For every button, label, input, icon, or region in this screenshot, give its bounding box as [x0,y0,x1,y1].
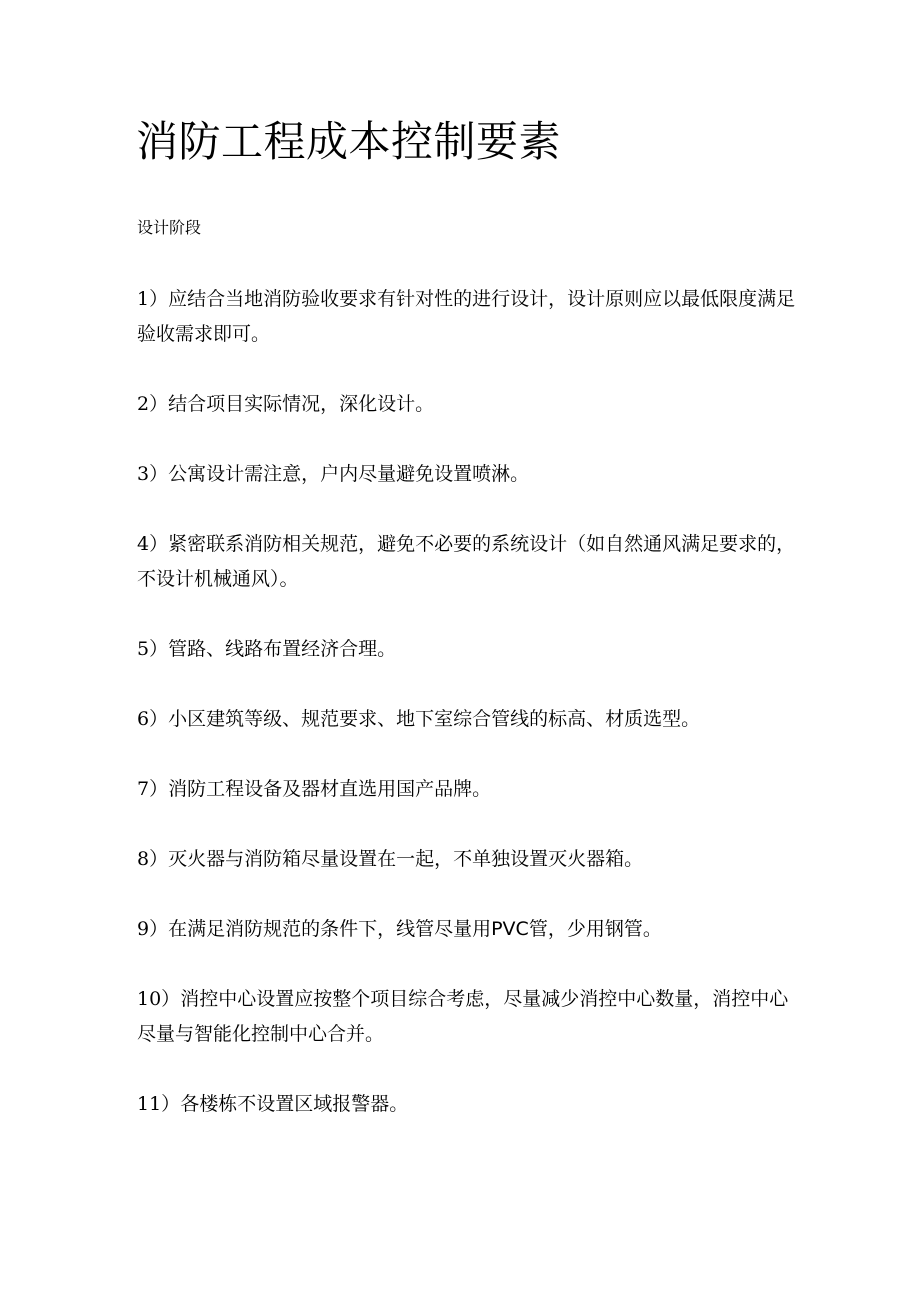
item-number: 8） [137,848,169,870]
list-item [137,632,797,667]
item-text: 消控中心设置应按整个项目综合考虑，尽量减少消控中心数量，消控中心尽量与智能化控制中心合并。 [137,988,789,1045]
list-item [137,912,797,947]
list-item [137,982,797,1052]
document-title: 消防工程成本控制要素 [136,117,562,166]
list-item [137,702,797,737]
section-heading: 设计阶段 [137,218,202,237]
item-number: 1） [137,288,169,310]
item-number: 3） [137,463,169,485]
item-text: 管路、线路布置经济合理。 [168,638,397,660]
item-number: 4） [137,533,169,555]
item-number: 9） [137,918,169,940]
item-number: 2） [137,393,169,415]
item-number: 5） [137,638,169,660]
item-text: 灭火器与消防箱尽量设置在一起，不单独设置灭火器箱。 [168,848,644,870]
list-item [137,457,797,492]
item-text: 紧密联系消防相关规范，避免不必要的系统设计（如自然通风满足要求的，不设计机械通风）。 [137,533,796,590]
list-item [137,772,797,807]
item-text: 小区建筑等级、规范要求、地下室综合管线的标高、材质选型。 [168,708,701,730]
list-item [137,527,797,597]
item-text: 结合项目实际情况，深化设计。 [168,393,435,415]
item-text: 消防工程设备及器材直选用国产品牌。 [168,778,492,800]
list-item [137,282,797,352]
item-number: 10） [137,988,181,1010]
item-text: 各楼栋不设置区域报警器。 [180,1093,409,1115]
requirement-list [137,282,797,1157]
item-number: 7） [137,778,169,800]
item-text: 在满足消防规范的条件下，线管尽量用PVC管，少用钢管。 [168,918,662,940]
item-number: 11） [137,1093,181,1115]
item-text: 应结合当地消防验收要求有针对性的进行设计，设计原则应以最低限度满足验收需求即可。 [137,288,796,345]
list-item [137,1087,797,1122]
list-item [137,842,797,877]
list-item [137,387,797,422]
item-text: 公寓设计需注意，户内尽量避免设置喷淋。 [168,463,530,485]
item-number: 6） [137,708,169,730]
